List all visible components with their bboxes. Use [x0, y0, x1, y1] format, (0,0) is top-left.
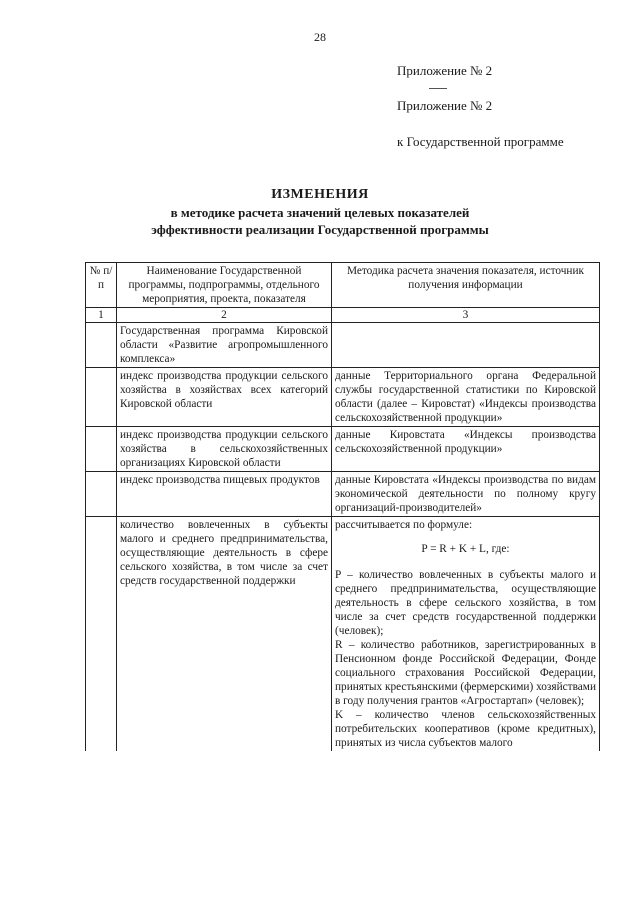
column-index: 3 [332, 308, 600, 323]
indicator-name: индекс производства продукции сельского хозяйства в хозяйствах всех категорий Кировской области [117, 368, 332, 427]
indicator-name: количество вовлеченных в субъекты малого и среднего предпринимательства, осуществляющие деятельность в сфере сельского хозяйства, в том числе за счет средств государственной поддержки [117, 517, 332, 752]
table-header-row [86, 263, 600, 308]
formula-variable-k: K – количество членов сельскохозяйственных потребительских кооперативов (кроме кредитных), принятых из числа субъектов малого [335, 709, 596, 749]
row-number [86, 368, 117, 427]
header-calculation-method: Методика расчета значения показателя, источник получения информации [332, 263, 600, 308]
row-number [86, 517, 117, 752]
formula: P = R + K + L, где: [421, 543, 510, 555]
calculation-method: данные Территориального органа Федеральной службы государственной статистики по Кировской области (далее – Кировстат) «Индексы производства сельскохозяйственной продукции» [332, 368, 600, 427]
row-number [86, 323, 117, 368]
method-intro: рассчитывается по формуле: [335, 519, 473, 531]
indicator-name: индекс производства пищевых продуктов [117, 472, 332, 517]
formula-variable-p: P – количество вовлеченных в субъекты малого и среднего предпринимательства, осуществляющие деятельность в сфере сельского хозяйства, в том числе за счет средств государственной поддержки (человек); [335, 569, 596, 637]
appendix-label: Приложение № 2 [397, 63, 493, 78]
appendix-label-repeat: Приложение № 2 [397, 98, 493, 113]
header-number: № п/п [86, 263, 117, 308]
document-subtitle-line2: эффективности реализации Государственной программы [151, 222, 489, 237]
table-row [86, 472, 600, 517]
page-number: 28 [314, 30, 326, 44]
methodology-table [85, 262, 600, 751]
row-number [86, 472, 117, 517]
table-row [86, 368, 600, 427]
table-row [86, 323, 600, 368]
indicator-name: Государственная программа Кировской области «Развитие агропромышленного комплекса» [117, 323, 332, 368]
table-row [86, 517, 600, 752]
header-indicator-name: Наименование Государственной программы, подпрограммы, отдельного мероприятия, проекта, показателя [117, 263, 332, 308]
calculation-method [332, 323, 600, 368]
calculation-method: данные Кировстата «Индексы производства сельскохозяйственной продукции» [332, 427, 600, 472]
document-title: ИЗМЕНЕНИЯ [271, 187, 369, 202]
calculation-method: данные Кировстата «Индексы производства по видам экономической деятельности по полному кругу организаций-производителей» [332, 472, 600, 517]
formula-variable-r: R – количество работников, зарегистрированных в Пенсионном фонде Российской Федерации, Фонде социального страхования Российской Федерации, принятых крестьянскими (фермерскими) хозяйствами в году получения грантов «Агростартап» (человек); [335, 639, 596, 707]
table-column-index-row [86, 308, 600, 323]
row-number [86, 427, 117, 472]
indicator-name: индекс производства продукции сельского хозяйства в сельскохозяйственных организациях Кировской области [117, 427, 332, 472]
column-index: 2 [117, 308, 332, 323]
table-row [86, 427, 600, 472]
document-subtitle-line1: в методике расчета значений целевых показателей [170, 205, 470, 220]
column-index: 1 [86, 308, 117, 323]
appendix-divider [429, 88, 447, 89]
calculation-method [332, 517, 600, 752]
appendix-reference: к Государственной программе [397, 134, 564, 149]
